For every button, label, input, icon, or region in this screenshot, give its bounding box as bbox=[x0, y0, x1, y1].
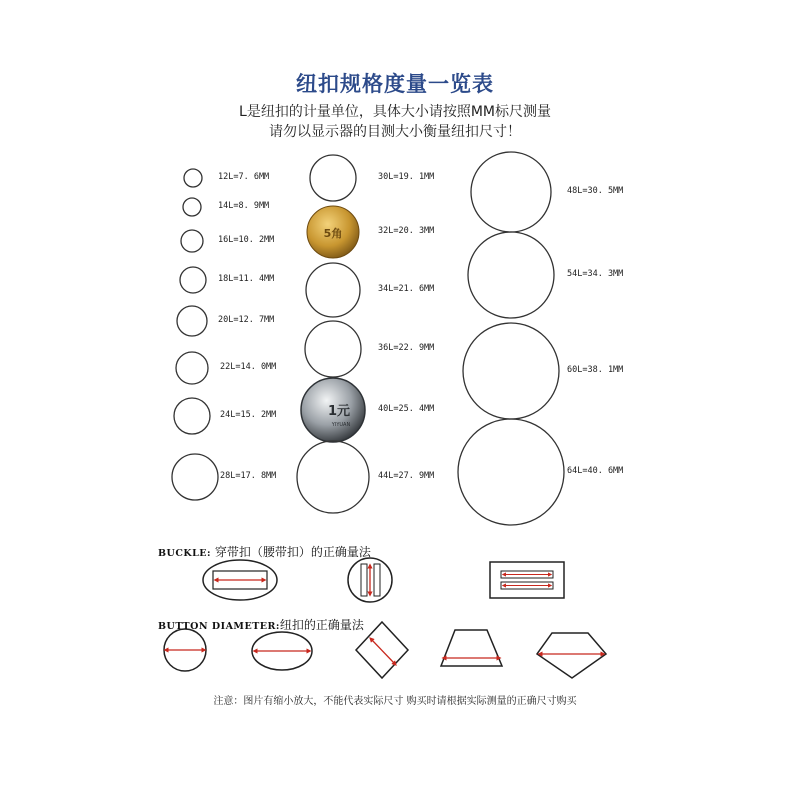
size-label: 28L=17. 8MM bbox=[220, 471, 277, 481]
page-title: 纽扣规格度量一览表 bbox=[296, 72, 494, 96]
size-label: 22L=14. 0MM bbox=[220, 362, 277, 372]
size-label: 40L=25. 4MM bbox=[378, 404, 435, 414]
coin-text: 1元 bbox=[327, 404, 351, 419]
buckle-label-cn: 穿带扣（腰带扣）的正确量法 bbox=[214, 545, 371, 559]
trapezoid-button-icon bbox=[441, 630, 502, 666]
oval-buckle-icon bbox=[203, 560, 277, 600]
size-label: 20L=12. 7MM bbox=[218, 315, 275, 325]
size-label: 12L=7. 6MM bbox=[218, 172, 270, 182]
oval-button-icon bbox=[252, 632, 312, 670]
size-label: 32L=20. 3MM bbox=[378, 226, 435, 236]
size-label: 60L=38. 1MM bbox=[567, 365, 624, 375]
size-label: 48L=30. 5MM bbox=[567, 186, 624, 196]
size-label: 16L=10. 2MM bbox=[218, 235, 275, 245]
round-buckle-icon bbox=[348, 558, 392, 602]
size-label: 24L=15. 2MM bbox=[220, 410, 277, 420]
pentagon-button-icon bbox=[537, 633, 606, 678]
rect-buckle-icon bbox=[490, 562, 564, 598]
button-diameter-label-en: BUTTON DIAMETER: bbox=[158, 621, 280, 632]
subtitle-warning: 请勿以显示器的目测大小衡量纽扣尺寸！ bbox=[269, 124, 521, 140]
size-label: 44L=27. 9MM bbox=[378, 471, 435, 481]
size-label: 30L=19. 1MM bbox=[378, 172, 435, 182]
subtitle-unit-note: L是纽扣的计量单位，具体大小请按照MM标尺测量 bbox=[239, 104, 551, 120]
size-label: 64L=40. 6MM bbox=[567, 466, 624, 476]
size-label: 54L=34. 3MM bbox=[567, 269, 624, 279]
coin-text: 5角 bbox=[323, 227, 343, 240]
size-label: 34L=21. 6MM bbox=[378, 284, 435, 294]
round-button-icon bbox=[164, 629, 206, 671]
coin-subtext: YIYUAN bbox=[331, 422, 351, 428]
size-label: 18L=11. 4MM bbox=[218, 274, 275, 284]
size-label: 36L=22. 9MM bbox=[378, 343, 435, 353]
button-diameter-heading bbox=[158, 616, 364, 633]
buckle-label-en: BUCKLE: bbox=[158, 548, 212, 559]
footer-note: 注意：图片有缩小放大，不能代表实际尺寸 购买时请根据实际测量的正确尺寸购买 bbox=[213, 696, 577, 707]
button-diameter-label-cn: 纽扣的正确量法 bbox=[279, 618, 364, 632]
size-label: 14L=8. 9MM bbox=[218, 201, 270, 211]
